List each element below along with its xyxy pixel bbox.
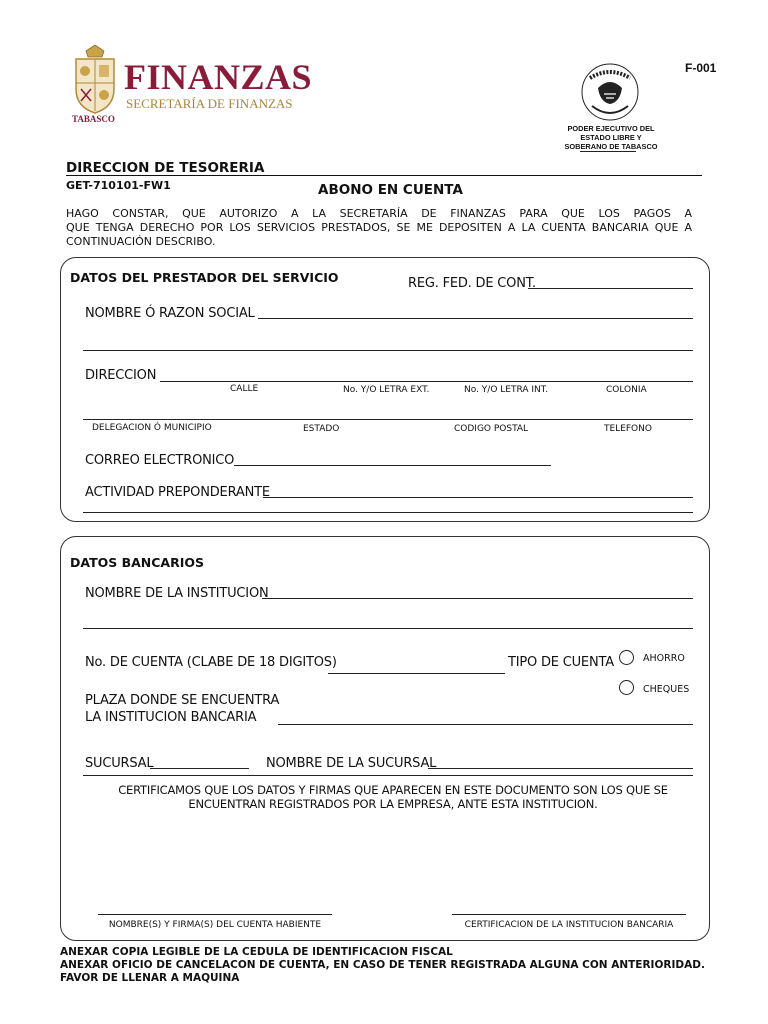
intro-line-3: CONTINUACIÓN DESCRIBO. [66,235,216,248]
bank-signature-caption: CERTIFICACION DE LA INSTITUCION BANCARIA [464,920,674,930]
bank-heading: DATOS BANCARIOS [70,555,205,570]
finanzas-logo [62,40,324,132]
logo-state: TABASCO [72,114,115,124]
reference-code: GET-710101-FW1 [66,179,171,192]
intro-line-2: QUE TENGA DERECHO POR LOS SERVICIOS PRESTADOS, SE ME DEPOSITEN A LA CUENTA BANCARIA QUE A [66,221,692,234]
address-label: DIRECCION [85,368,157,383]
certification-text [83,783,703,811]
branch-name-label: NOMBRE DE LA SUCURSAL [266,756,437,771]
seal-line-2: ESTADO LIBRE Y [580,133,642,142]
name-label: NOMBRE Ó RAZON SOCIAL [85,306,255,321]
intro-line-1: HAGO CONSTAR, QUE AUTORIZO A LA SECRETARÍA DE FINANZAS PARA QUE LOS PAGOS A [66,207,692,220]
plaza-field[interactable] [278,724,693,725]
plaza-label-line-2: LA INSTITUCION BANCARIA [85,710,257,725]
bank-signature-field[interactable] [452,914,686,915]
provider-heading: DATOS DEL PRESTADOR DEL SERVICIO [70,270,339,285]
municipality-caption: DELEGACION Ó MUNICIPIO [92,423,212,433]
colony-caption: COLONIA [606,385,647,395]
rfc-field[interactable] [528,288,693,289]
email-field[interactable] [234,465,551,466]
phone-caption: TELEFONO [604,424,652,434]
logo-subtitle: SECRETARÍA DE FINANZAS [126,96,293,111]
coat-of-arms-icon [72,45,118,115]
footer-note-3: FAVOR DE LLENAR A MAQUINA [60,972,240,984]
plaza-label-line-1: PLAZA DONDE SE ENCUENTRA [85,693,280,708]
savings-radio[interactable] [619,650,634,665]
institution-label: NOMBRE DE LA INSTITUCION [85,586,269,601]
branch-label: SUCURSAL [85,756,154,771]
institution-field-line-2[interactable] [83,628,693,629]
seal-caption [556,124,666,151]
footer-notes [60,946,705,985]
address-field-line-2[interactable] [83,419,693,420]
checks-label: CHEQUES [643,684,690,695]
holder-signature-field[interactable] [98,914,332,915]
checks-radio[interactable] [619,680,634,695]
seal-line-1: PODER EJECUTIVO DEL [567,124,655,133]
activity-field[interactable] [263,497,693,498]
activity-field-line-2[interactable] [83,512,693,513]
institution-field[interactable] [262,598,693,599]
name-field-line-2[interactable] [83,350,693,351]
account-type-label: TIPO DE CUENTA [508,655,614,670]
form-code: F-001 [685,61,717,75]
int-number-caption: No. Y/O LETRA INT. [464,385,549,395]
department-title: DIRECCION DE TESORERIA [66,160,265,176]
branch-field[interactable] [150,768,249,769]
savings-label: AHORRO [643,653,685,664]
zip-caption: CODIGO POSTAL [454,424,529,434]
footer-note-1: ANEXAR COPIA LEGIBLE DE LA CEDULA DE IDENTIFICACION FISCAL [60,946,453,958]
account-field[interactable] [328,673,505,674]
state-caption: ESTADO [303,424,340,434]
intro-text [66,207,692,249]
plaza-label [85,692,279,726]
seal-line-3: SOBERANO DE TABASCO [564,142,658,151]
address-field[interactable] [160,381,693,382]
state-seal-icon [568,58,652,126]
account-label: No. DE CUENTA (CLABE DE 18 DIGITOS) [85,655,337,670]
cert-line-1: CERTIFICAMOS QUE LOS DATOS Y FIRMAS QUE APARECEN EN ESTE DOCUMENTO SON LOS QUE SE [118,783,668,797]
ext-number-caption: No. Y/O LETRA EXT. [343,385,430,395]
document-title: ABONO EN CUENTA [318,182,463,198]
logo-word: FINANZAS [124,57,313,97]
email-label: CORREO ELECTRONICO [85,453,235,468]
footer-note-2: ANEXAR OFICIO DE CANCELACON DE CUENTA, EN CASO DE TENER REGISTRADA ALGUNA CON ANTERIORIDAD. [60,959,705,971]
cert-line-2: ENCUENTRAN REGISTRADOS POR LA EMPRESA, ANTE ESTA INSTITUCION. [188,797,598,811]
name-field[interactable] [258,318,693,319]
branch-name-field[interactable] [428,768,693,769]
street-caption: CALLE [230,384,259,394]
rfc-label: REG. FED. DE CONT. [408,276,536,291]
activity-label: ACTIVIDAD PREPONDERANTE [85,485,270,500]
holder-signature-caption: NOMBRE(S) Y FIRMA(S) DEL CUENTA HABIENTE [108,920,322,930]
